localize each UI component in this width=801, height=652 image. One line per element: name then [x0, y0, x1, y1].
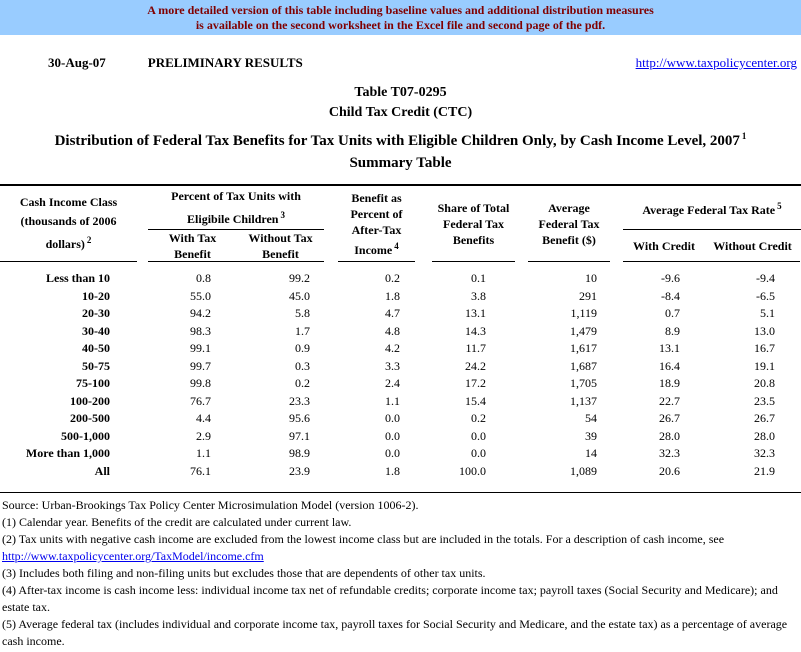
table-row	[0, 340, 801, 358]
footnote-marker: 3	[280, 209, 285, 220]
header-with-tax-benefit	[148, 230, 237, 262]
header-average-federal-tax-benefit	[528, 186, 610, 262]
header-line	[187, 206, 285, 229]
cell: 54	[585, 411, 597, 426]
row-label: Less than 10	[45, 271, 110, 286]
cell: 20.6	[659, 463, 680, 478]
table-row	[0, 463, 801, 481]
cell: 99.2	[289, 271, 310, 286]
table-row	[0, 305, 801, 323]
cell: 99.8	[190, 376, 211, 391]
summary-table-label: Summary Table	[349, 155, 452, 171]
cell: 0.0	[471, 446, 486, 461]
header-line: Benefit	[262, 246, 299, 261]
header-line: Benefit as	[351, 190, 402, 205]
table-main-title	[0, 131, 801, 150]
row-label: 75-100	[76, 376, 110, 391]
cell: 0.8	[196, 271, 211, 286]
header-line: Federal Tax	[442, 216, 504, 231]
cell: 1,617	[570, 341, 597, 356]
header-line	[354, 238, 399, 258]
header-line-text: Average Federal Tax Rate	[642, 202, 776, 217]
cell: 23.3	[289, 393, 310, 408]
table-row	[0, 288, 801, 306]
cell: 0.1	[471, 271, 486, 286]
row-label: 100-200	[70, 393, 110, 408]
title-footnote-marker: 1	[741, 131, 747, 141]
cell: 0.3	[295, 358, 310, 373]
cell: 18.9	[659, 376, 680, 391]
header-line-text: Eligibile Children	[187, 211, 279, 226]
header-line	[642, 198, 781, 218]
cell: 22.7	[659, 393, 680, 408]
footnote-3: (3) Includes both filing and non-filing units but excludes those that are dependents of other tax units.	[2, 566, 486, 580]
preliminary-results-label: PRELIMINARY RESULTS	[147, 55, 303, 70]
cell: 76.7	[190, 393, 211, 408]
cell: 23.9	[289, 463, 310, 478]
footnote-4: (4) After-tax income is cash income less: individual income tax net of refundable credits; corporate income tax; payroll taxes (Social Security and Medicare); and estate tax.	[2, 583, 778, 614]
header-line: Cash Income Class	[19, 195, 118, 209]
cell: 26.7	[659, 411, 680, 426]
cell: 99.1	[190, 341, 211, 356]
cell: 21.9	[754, 463, 775, 478]
cell: 5.8	[295, 306, 310, 321]
cell: -8.4	[661, 288, 680, 303]
cell: 45.0	[289, 288, 310, 303]
cell: 1,687	[570, 358, 597, 373]
cell: 19.1	[754, 358, 775, 373]
table-body	[0, 270, 801, 480]
cell: 1,137	[570, 393, 597, 408]
cell: 97.1	[289, 428, 310, 443]
cell: -6.5	[756, 288, 775, 303]
cell: 0.9	[295, 341, 310, 356]
header-line-text: dollars)	[45, 237, 85, 251]
header-line: Without Credit	[713, 238, 792, 253]
cell: 24.2	[465, 358, 486, 373]
cell: 13.0	[754, 323, 775, 338]
header-group-percent-tax-units	[148, 186, 324, 230]
table-row	[0, 358, 801, 376]
cell: 1,089	[570, 463, 597, 478]
cell: 32.3	[659, 446, 680, 461]
table-row	[0, 445, 801, 463]
date-label: 30-Aug-07	[48, 55, 106, 70]
cell: 5.1	[760, 306, 775, 321]
header-line: Federal Tax	[538, 216, 600, 231]
header-line: Average	[548, 200, 590, 215]
info-row	[0, 55, 801, 71]
titles	[0, 85, 801, 172]
cell: 3.8	[471, 288, 486, 303]
cell: 1.7	[295, 323, 310, 338]
table-row	[0, 375, 801, 393]
cell: 14	[585, 446, 597, 461]
footnotes	[0, 493, 801, 650]
cell: 1,705	[570, 376, 597, 391]
cell: -9.6	[661, 271, 680, 286]
header-line-text: Income	[354, 242, 393, 257]
income-definition-link[interactable]: http://www.taxpolicycenter.org/TaxModel/income.cfm	[2, 549, 264, 563]
cell: 10	[585, 271, 597, 286]
cell: 28.0	[659, 428, 680, 443]
cell: 13.1	[659, 341, 680, 356]
header-line: Benefit	[174, 246, 211, 261]
footnote-marker: 5	[777, 200, 782, 211]
cell: 0.2	[471, 411, 486, 426]
cell: 28.0	[754, 428, 775, 443]
cell: 0.2	[295, 376, 310, 391]
cell: 1.1	[385, 393, 400, 408]
footnote-2-link-line	[2, 548, 799, 565]
table-number-title: Table T07-0295	[354, 85, 447, 100]
table-header	[0, 186, 801, 262]
cell: 2.4	[385, 376, 400, 391]
cell: 0.0	[385, 428, 400, 443]
header-line	[46, 231, 92, 254]
header-without-credit	[705, 230, 800, 262]
cell: 1.1	[196, 446, 211, 461]
header-line: Share of Total	[437, 200, 510, 215]
notice-line-2: is available on the second worksheet in the Excel file and second page of the pdf.	[195, 17, 606, 32]
table-row	[0, 393, 801, 411]
cell: 98.3	[190, 323, 211, 338]
header-line: (thousands of 2006	[20, 214, 117, 228]
header-benefit-percent-after-tax-income	[338, 186, 415, 262]
header-line: Percent of Tax Units with	[171, 188, 301, 203]
footnote-marker: 4	[394, 240, 399, 251]
cell: 13.1	[465, 306, 486, 321]
cell: 76.1	[190, 463, 211, 478]
source-note: Source: Urban-Brookings Tax Policy Center Microsimulation Model (version 1006-2).	[2, 498, 419, 512]
cell: 95.6	[289, 411, 310, 426]
notice-line-1: A more detailed version of this table including baseline values and additional distribution measures	[147, 2, 654, 17]
row-label: 20-30	[82, 306, 110, 321]
cell: 291	[579, 288, 597, 303]
cell: 1.8	[385, 288, 400, 303]
cell: 1.8	[385, 463, 400, 478]
cell: 1,479	[570, 323, 597, 338]
cell: 8.9	[665, 323, 680, 338]
row-label: 500-1,000	[61, 428, 110, 443]
header-line: Without Tax	[248, 230, 313, 245]
header-line: Benefit ($)	[542, 232, 596, 247]
header-without-tax-benefit	[237, 230, 324, 262]
header-share-total-federal-tax-benefits	[432, 186, 515, 262]
header-line: After-Tax	[351, 222, 402, 237]
footnote-5: (5) Average federal tax (includes individual and corporate income tax, payroll taxes for Social Security and Medicare, and the estate tax) as a percentage of average cash income.	[2, 617, 788, 648]
header-group-average-federal-tax-rate	[623, 186, 801, 230]
cell: 17.2	[465, 376, 486, 391]
cell: 1,119	[570, 306, 597, 321]
footnote-2: (2) Tax units with negative cash income are excluded from the lowest income class but are included in the totals. For a description of cash income, see	[2, 532, 725, 546]
cell: 99.7	[190, 358, 211, 373]
row-label: All	[94, 463, 110, 478]
table-row	[0, 410, 801, 428]
row-label: 30-40	[82, 323, 110, 338]
header-cash-income-class	[0, 186, 137, 262]
cell: 4.2	[385, 341, 400, 356]
taxpolicycenter-link[interactable]: http://www.taxpolicycenter.org	[635, 55, 797, 70]
row-label: 50-75	[82, 358, 110, 373]
cell: 14.3	[465, 323, 486, 338]
table-subject-title: Child Tax Credit (CTC)	[328, 105, 473, 120]
footnote-marker: 2	[86, 235, 92, 245]
header-with-credit	[623, 230, 705, 262]
cell: 11.7	[465, 341, 486, 356]
cell: 0.0	[385, 446, 400, 461]
row-label: 40-50	[82, 341, 110, 356]
cell: 20.8	[754, 376, 775, 391]
table-row	[0, 270, 801, 288]
row-label: 10-20	[82, 288, 110, 303]
cell: 4.8	[385, 323, 400, 338]
cell: 0.7	[665, 306, 680, 321]
cell: 0.0	[471, 428, 486, 443]
cell: 4.7	[385, 306, 400, 321]
header-line: Percent of	[350, 206, 403, 221]
cell: 0.2	[385, 271, 400, 286]
cell: 16.4	[659, 358, 680, 373]
row-label: 200-500	[70, 411, 110, 426]
table-row	[0, 323, 801, 341]
footnote-1: (1) Calendar year. Benefits of the credit are calculated under current law.	[2, 515, 352, 529]
cell: 2.9	[196, 428, 211, 443]
cell: 98.9	[289, 446, 310, 461]
cell: 26.7	[754, 411, 775, 426]
cell: -9.4	[756, 271, 775, 286]
table-row	[0, 428, 801, 446]
header-line: With Credit	[633, 238, 695, 253]
table-main-title-text: Distribution of Federal Tax Benefits for Tax Units with Eligible Children Only, by Cash Income Level, 2007	[54, 133, 740, 149]
row-label: More than 1,000	[25, 446, 110, 461]
cell: 0.0	[385, 411, 400, 426]
cell: 55.0	[190, 288, 211, 303]
cell: 3.3	[385, 358, 400, 373]
notice-banner	[0, 0, 801, 35]
header-line: Benefits	[452, 232, 495, 247]
cell: 100.0	[459, 463, 486, 478]
cell: 15.4	[465, 393, 486, 408]
cell: 16.7	[754, 341, 775, 356]
cell: 39	[585, 428, 597, 443]
cell: 4.4	[196, 411, 211, 426]
cell: 32.3	[754, 446, 775, 461]
cell: 94.2	[190, 306, 211, 321]
cell: 23.5	[754, 393, 775, 408]
header-line: With Tax	[168, 230, 217, 245]
